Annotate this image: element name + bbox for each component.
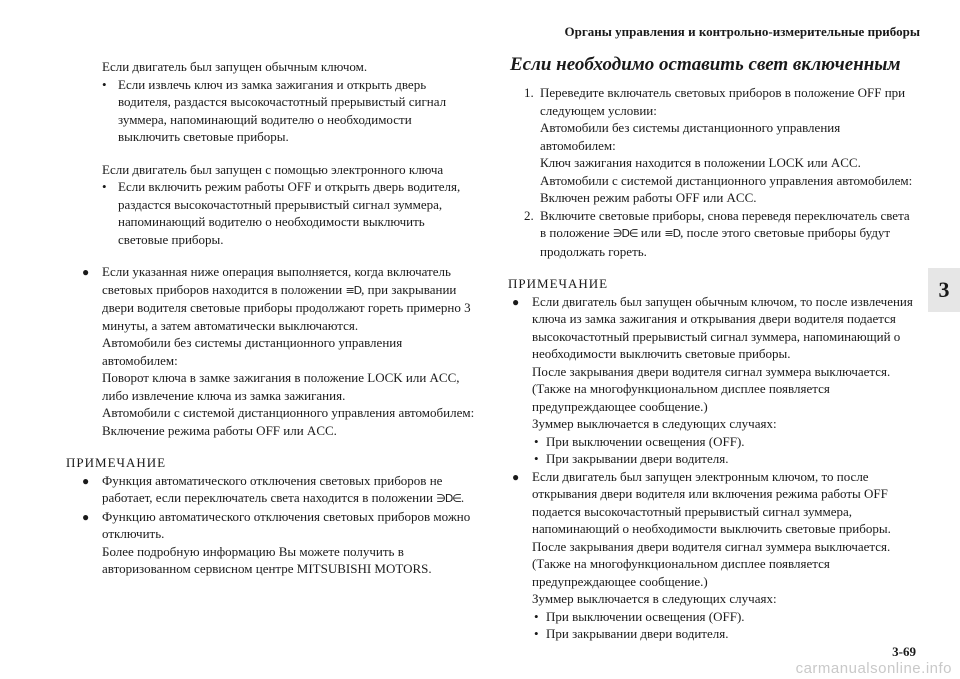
- headlight-icon: ≡D: [664, 227, 681, 240]
- chapter-tab: 3: [928, 268, 960, 312]
- note-title: ПРИМЕЧАНИЕ: [508, 276, 609, 291]
- block2-intro: Если двигатель был запущен с помощью электронного ключа: [102, 161, 444, 177]
- disc-bullet-icon: ●: [512, 294, 520, 309]
- note-title: ПРИМЕЧАНИЕ: [66, 455, 167, 470]
- block1-bullet: • Если извлечь ключ из замка зажигания и открыть дверь водителя, раздастся высокочастотный прерывистый сигнал зуммера, напоминающий водителю о необходимости выключить световые приборы.: [66, 76, 476, 146]
- headlight-icon: ≡D: [345, 283, 362, 297]
- disc-bullet-icon: ●: [82, 265, 90, 279]
- step-1: 1. Переведите включатель световых приборов в положение OFF при следующем условии: Автомобили без системы дистанционного управления автомобилем: Ключ зажигания находится в положении LOCK или ACC. Автомобили с системой дистанционного управления автомобилем: Включен режим работы OFF или ACC.: [524, 85, 913, 205]
- left-column: [66, 58, 476, 578]
- right-column: [508, 54, 918, 643]
- disc-bullet-icon: ●: [512, 469, 520, 484]
- section-title: Если необходимо оставить свет включенным: [510, 54, 901, 75]
- page-number: 3-69: [892, 644, 916, 659]
- note-item-1: ● Если двигатель был запущен обычным ключом, то после извлечения ключа из замка зажигания и открывания двери водителя подается высокочастотный прерывистый сигнал зуммера, напоминающий о необходимости выключить световые приборы. После закрывания двери водителя сигнал зуммера выключается. (Также на многофункциональном дисплее появляется предупреждающее сообщение.) Зуммер выключается в следующих случаях: • При выключении освещения (OFF). • При закрывании двери водителя.: [508, 293, 918, 468]
- parking-light-icon: ∋D∈: [436, 492, 461, 505]
- parking-light-icon: ∋D∈: [612, 227, 638, 240]
- note-item-2: ● Функцию автоматического отключения световых приборов можно отключить. Более подробную информацию Вы можете получить в авторизованном сервисном центре MITSUBISHI MOTORS.: [82, 508, 471, 576]
- disc-item-auto-off: ● Если указанная ниже операция выполняется, когда включатель световых приборов находится в положении ≡D, при закрывании двери водителя световые приборы продолжают гореть примерно 3 минуты, а затем автоматически выключаются. Автомобили без системы дистанционного управления автомобилем: Поворот ключа в замке зажигания в положение LOCK или ACC, либо извлечение ключа из замка зажигания. Автомобили с системой дистанционного управления автомобилем: Включение режима работы OFF или ACC.: [82, 264, 475, 438]
- note-item-1: ● Функция автоматического отключения световых приборов не работает, если переключатель света находится в положении ∋D∈.: [66, 472, 476, 508]
- block2-bullet: • Если включить режим работы OFF и открыть дверь водителя, раздастся высокочастотный прерывистый сигнал зуммера, напоминающий водителю о необходимости выключить световые приборы.: [66, 178, 476, 248]
- note-item-2: ● Если двигатель был запущен электронным ключом, то после открывания двери водителя или включения режима работы OFF подается высокочастотный прерывистый сигнал зуммера, напоминающий о необходимости выключить световые приборы. После закрывания двери водителя сигнал зуммера выключается. (Также на многофункциональном дисплее появляется предупреждающее сообщение.) Зуммер выключается в следующих случаях: • При выключении освещения (OFF). • При закрывании двери водителя.: [508, 468, 918, 643]
- block1-intro: Если двигатель был запущен обычным ключом.: [102, 59, 368, 74]
- page-header: Органы управления и контрольно-измерительные приборы: [564, 24, 920, 39]
- step-2: 2. Включите световые приборы, снова переведя переключатель света в положение ∋D∈ или ≡D, после этого световые приборы будут продолжать гореть.: [524, 207, 910, 259]
- watermark: carmanualsonline.info: [795, 660, 952, 677]
- disc-bullet-icon: ●: [82, 473, 90, 488]
- disc-bullet-icon: ●: [82, 509, 90, 524]
